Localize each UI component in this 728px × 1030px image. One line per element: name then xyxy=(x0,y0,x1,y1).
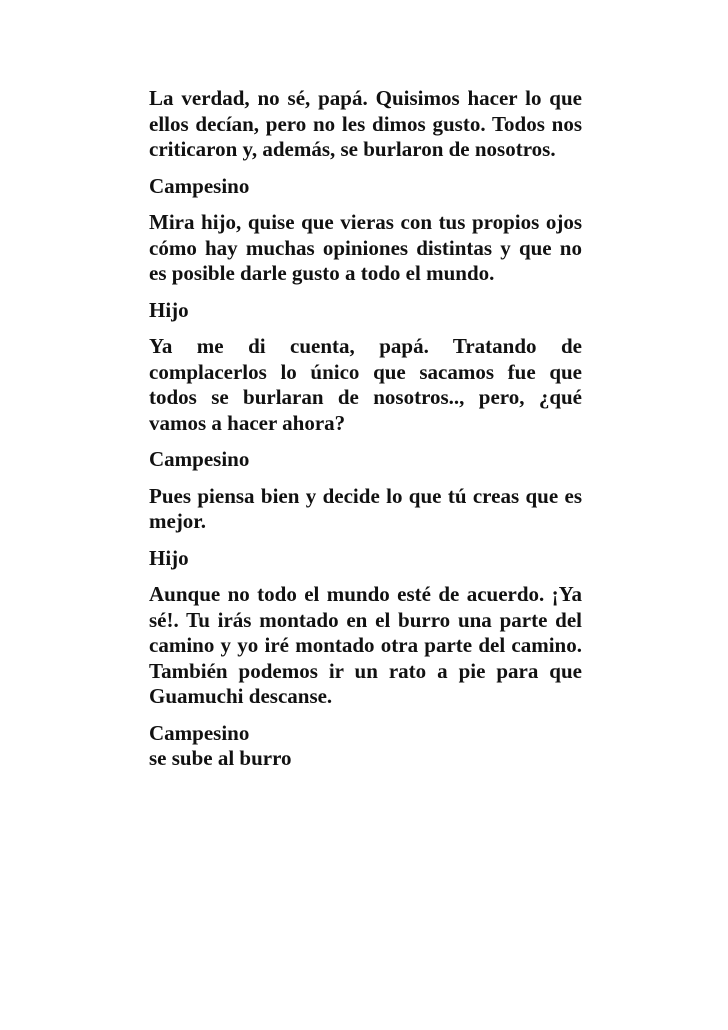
dialogue-line-hijo: Ya me di cuenta, papá. Tratando de complacerlos lo único que sacamos fue que todos se burlaran de nosotros.., pero, ¿qué vamos a hacer ahora? xyxy=(149,334,582,435)
speaker-name-campesino: Campesino xyxy=(149,720,250,745)
document-page xyxy=(149,86,582,772)
speaker-name-campesino: Campesino xyxy=(149,447,250,471)
dialogue-line-hijo: La verdad, no sé, papá. Quisimos hacer lo que ellos decían, pero no les dimos gusto. Todos nos criticaron y, además, se burlaron de nosotros. xyxy=(149,86,582,161)
speaker-name-campesino: Campesino xyxy=(149,173,250,198)
dialogue-line-campesino: Mira hijo, quise que vieras con tus propios ojos cómo hay muchas opiniones distintas y que no es posible darle gusto a todo el mundo. xyxy=(149,210,582,285)
dialogue-line-hijo: Aunque no todo el mundo esté de acuerdo. ¡Ya sé!. Tu irás montado en el burro una parte del camino y yo iré montado otra parte del camino. También podemos ir un rato a pie para que Guamuchi descanse. xyxy=(149,582,582,708)
stage-direction: se sube al burro xyxy=(149,746,292,770)
speaker-name-hijo: Hijo xyxy=(149,545,189,570)
speaker-name-hijo: Hijo xyxy=(149,297,189,322)
dialogue-line-campesino: Pues piensa bien y decide lo que tú creas que es mejor. xyxy=(149,483,582,533)
